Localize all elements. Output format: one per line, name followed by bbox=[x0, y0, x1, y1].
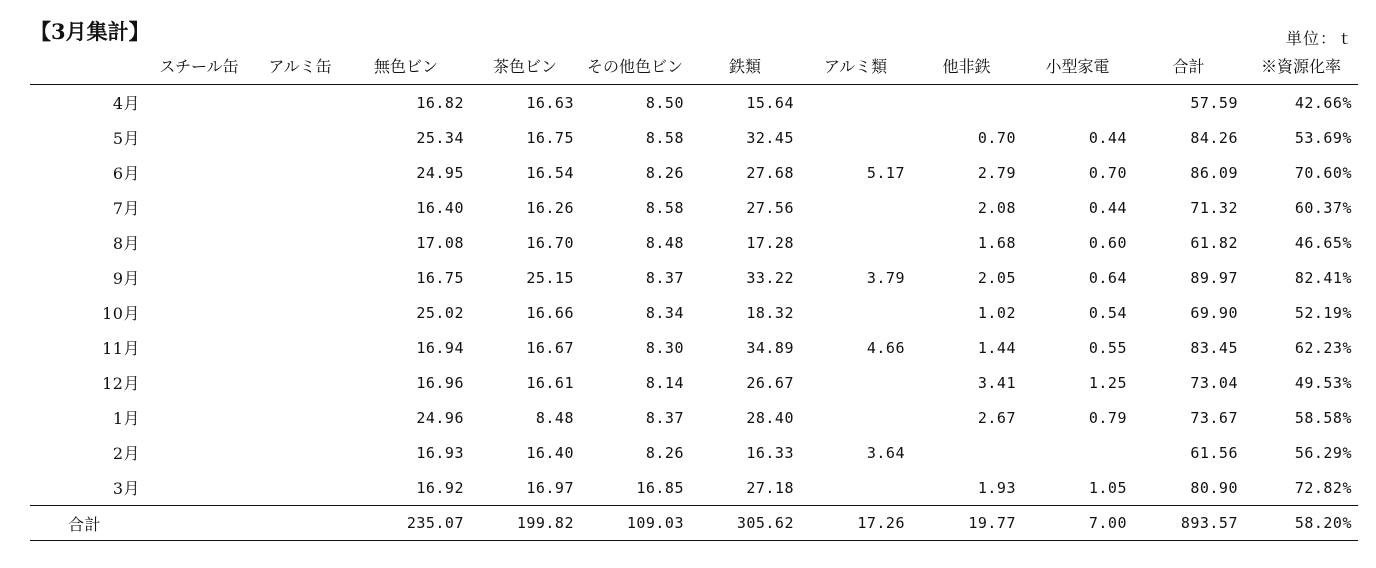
other-bottle-cell: 8.26 bbox=[645, 163, 684, 182]
nonferrous-cell: 1.93 bbox=[977, 478, 1016, 497]
summary-table bbox=[30, 47, 1358, 541]
month-cell: 1月 bbox=[112, 409, 140, 428]
total-cell: 893.57 bbox=[1133, 506, 1244, 541]
total-cell: 73.04 bbox=[1190, 373, 1238, 392]
aluminum-cell: 3.79 bbox=[866, 268, 905, 287]
aluminum-cell bbox=[800, 225, 911, 260]
nonferrous-cell: 2.79 bbox=[977, 163, 1016, 182]
clear-bottle-cell: 24.96 bbox=[416, 408, 464, 427]
nonferrous-cell: 19.77 bbox=[911, 506, 1022, 541]
steel-can-cell bbox=[140, 120, 258, 155]
month-cell: 11月 bbox=[102, 339, 140, 358]
aluminum-cell: 4.66 bbox=[866, 338, 905, 357]
header-other-bottle: その他色ビン bbox=[580, 47, 690, 85]
total-cell: 86.09 bbox=[1190, 163, 1238, 182]
recycling-rate-cell: 58.58% bbox=[1294, 408, 1352, 427]
recycling-rate-cell: 58.20% bbox=[1244, 506, 1358, 541]
month-cell: 10月 bbox=[102, 304, 140, 323]
clear-bottle-cell: 16.75 bbox=[416, 268, 464, 287]
aluminum-cell bbox=[800, 400, 911, 435]
table-row bbox=[30, 155, 1358, 190]
recycling-rate-cell: 42.66% bbox=[1294, 93, 1352, 112]
total-cell: 71.32 bbox=[1190, 198, 1238, 217]
nonferrous-cell: 2.08 bbox=[977, 198, 1016, 217]
aluminum-can-cell bbox=[258, 470, 342, 506]
recycling-rate-cell: 70.60% bbox=[1294, 163, 1352, 182]
total-cell: 61.82 bbox=[1190, 233, 1238, 252]
table-body bbox=[30, 85, 1358, 541]
header-brown-bottle: 茶色ビン bbox=[470, 47, 580, 85]
nonferrous-cell: 2.05 bbox=[977, 268, 1016, 287]
other-bottle-cell: 16.85 bbox=[636, 478, 684, 497]
other-bottle-cell: 8.58 bbox=[645, 128, 684, 147]
brown-bottle-cell: 16.75 bbox=[526, 128, 574, 147]
other-bottle-cell: 8.34 bbox=[645, 303, 684, 322]
recycling-rate-cell: 49.53% bbox=[1294, 373, 1352, 392]
aluminum-can-cell bbox=[258, 435, 342, 470]
steel-can-cell bbox=[140, 155, 258, 190]
brown-bottle-cell: 16.67 bbox=[526, 338, 574, 357]
aluminum-cell bbox=[800, 295, 911, 330]
recycling-rate-cell: 46.65% bbox=[1294, 233, 1352, 252]
other-bottle-cell: 8.37 bbox=[645, 408, 684, 427]
nonferrous-cell: 1.68 bbox=[977, 233, 1016, 252]
iron-cell: 33.22 bbox=[746, 268, 794, 287]
month-cell: 8月 bbox=[112, 234, 140, 253]
aluminum-cell bbox=[800, 365, 911, 400]
steel-can-cell bbox=[140, 435, 258, 470]
brown-bottle-cell: 16.70 bbox=[526, 233, 574, 252]
small-appliance-cell: 0.79 bbox=[1088, 408, 1127, 427]
other-bottle-cell: 8.26 bbox=[645, 443, 684, 462]
iron-cell: 15.64 bbox=[746, 93, 794, 112]
small-appliance-cell bbox=[1022, 85, 1133, 121]
brown-bottle-cell: 8.48 bbox=[535, 408, 574, 427]
small-appliance-cell: 0.60 bbox=[1088, 233, 1127, 252]
iron-cell: 27.18 bbox=[746, 478, 794, 497]
total-row bbox=[30, 506, 1358, 541]
total-cell: 83.45 bbox=[1190, 338, 1238, 357]
clear-bottle-cell: 25.02 bbox=[416, 303, 464, 322]
recycling-rate-cell: 60.37% bbox=[1294, 198, 1352, 217]
total-cell: 84.26 bbox=[1190, 128, 1238, 147]
iron-cell: 17.28 bbox=[746, 233, 794, 252]
iron-cell: 28.40 bbox=[746, 408, 794, 427]
aluminum-can-cell bbox=[258, 190, 342, 225]
small-appliance-cell: 0.55 bbox=[1088, 338, 1127, 357]
steel-can-cell bbox=[140, 506, 258, 541]
other-bottle-cell: 8.14 bbox=[645, 373, 684, 392]
recycling-rate-cell: 62.23% bbox=[1294, 338, 1352, 357]
small-appliance-cell: 0.70 bbox=[1088, 163, 1127, 182]
table-row bbox=[30, 190, 1358, 225]
nonferrous-cell bbox=[911, 435, 1022, 470]
brown-bottle-cell: 199.82 bbox=[470, 506, 580, 541]
aluminum-cell bbox=[800, 190, 911, 225]
nonferrous-cell: 1.44 bbox=[977, 338, 1016, 357]
aluminum-can-cell bbox=[258, 295, 342, 330]
header-total: 合計 bbox=[1133, 47, 1244, 85]
table-row bbox=[30, 470, 1358, 506]
header-row bbox=[30, 47, 1358, 85]
clear-bottle-cell: 235.07 bbox=[342, 506, 470, 541]
other-bottle-cell: 8.58 bbox=[645, 198, 684, 217]
aluminum-can-cell bbox=[258, 506, 342, 541]
header-nonferrous: 他非鉄 bbox=[911, 47, 1022, 85]
other-bottle-cell: 8.50 bbox=[645, 93, 684, 112]
header-aluminum: アルミ類 bbox=[800, 47, 911, 85]
steel-can-cell bbox=[140, 85, 258, 121]
month-cell: 9月 bbox=[112, 269, 140, 288]
nonferrous-cell: 1.02 bbox=[977, 303, 1016, 322]
other-bottle-cell: 109.03 bbox=[580, 506, 690, 541]
small-appliance-cell bbox=[1022, 435, 1133, 470]
steel-can-cell bbox=[140, 365, 258, 400]
header-iron: 鉄類 bbox=[690, 47, 800, 85]
aluminum-cell bbox=[800, 85, 911, 121]
total-cell: 73.67 bbox=[1190, 408, 1238, 427]
steel-can-cell bbox=[140, 470, 258, 506]
month-cell: 12月 bbox=[102, 374, 140, 393]
total-cell: 57.59 bbox=[1190, 93, 1238, 112]
iron-cell: 305.62 bbox=[690, 506, 800, 541]
small-appliance-cell: 1.05 bbox=[1088, 478, 1127, 497]
brown-bottle-cell: 16.54 bbox=[526, 163, 574, 182]
table-row bbox=[30, 85, 1358, 121]
clear-bottle-cell: 16.40 bbox=[416, 198, 464, 217]
aluminum-cell bbox=[800, 120, 911, 155]
brown-bottle-cell: 16.26 bbox=[526, 198, 574, 217]
clear-bottle-cell: 16.96 bbox=[416, 373, 464, 392]
table-row bbox=[30, 120, 1358, 155]
month-cell: 4月 bbox=[112, 94, 140, 113]
recycling-rate-cell: 82.41% bbox=[1294, 268, 1352, 287]
small-appliance-cell: 0.64 bbox=[1088, 268, 1127, 287]
small-appliance-cell: 1.25 bbox=[1088, 373, 1127, 392]
brown-bottle-cell: 25.15 bbox=[526, 268, 574, 287]
other-bottle-cell: 8.37 bbox=[645, 268, 684, 287]
aluminum-can-cell bbox=[258, 400, 342, 435]
header-aluminum-can: アルミ缶 bbox=[258, 47, 342, 85]
table-row bbox=[30, 330, 1358, 365]
table-row bbox=[30, 400, 1358, 435]
total-cell: 80.90 bbox=[1190, 478, 1238, 497]
iron-cell: 16.33 bbox=[746, 443, 794, 462]
month-cell: 3月 bbox=[112, 479, 140, 498]
steel-can-cell bbox=[140, 190, 258, 225]
iron-cell: 32.45 bbox=[746, 128, 794, 147]
small-appliance-cell: 0.44 bbox=[1088, 128, 1127, 147]
brown-bottle-cell: 16.97 bbox=[526, 478, 574, 497]
total-cell: 69.90 bbox=[1190, 303, 1238, 322]
header-month bbox=[30, 47, 140, 85]
clear-bottle-cell: 17.08 bbox=[416, 233, 464, 252]
steel-can-cell bbox=[140, 260, 258, 295]
clear-bottle-cell: 25.34 bbox=[416, 128, 464, 147]
month-cell: 7月 bbox=[112, 199, 140, 218]
aluminum-can-cell bbox=[258, 225, 342, 260]
header-steel-can: スチール缶 bbox=[140, 47, 258, 85]
small-appliance-cell: 0.54 bbox=[1088, 303, 1127, 322]
clear-bottle-cell: 16.92 bbox=[416, 478, 464, 497]
month-cell: 2月 bbox=[112, 444, 140, 463]
iron-cell: 27.56 bbox=[746, 198, 794, 217]
month-cell: 6月 bbox=[112, 164, 140, 183]
aluminum-can-cell bbox=[258, 365, 342, 400]
iron-cell: 27.68 bbox=[746, 163, 794, 182]
clear-bottle-cell: 16.82 bbox=[416, 93, 464, 112]
steel-can-cell bbox=[140, 225, 258, 260]
aluminum-can-cell bbox=[258, 330, 342, 365]
nonferrous-cell bbox=[911, 85, 1022, 121]
clear-bottle-cell: 24.95 bbox=[416, 163, 464, 182]
nonferrous-cell: 2.67 bbox=[977, 408, 1016, 427]
recycling-rate-cell: 56.29% bbox=[1294, 443, 1352, 462]
small-appliance-cell: 0.44 bbox=[1088, 198, 1127, 217]
total-cell: 89.97 bbox=[1190, 268, 1238, 287]
clear-bottle-cell: 16.93 bbox=[416, 443, 464, 462]
table-row bbox=[30, 365, 1358, 400]
aluminum-can-cell bbox=[258, 155, 342, 190]
aluminum-cell: 5.17 bbox=[866, 163, 905, 182]
nonferrous-cell: 3.41 bbox=[977, 373, 1016, 392]
iron-cell: 18.32 bbox=[746, 303, 794, 322]
total-cell: 61.56 bbox=[1190, 443, 1238, 462]
clear-bottle-cell: 16.94 bbox=[416, 338, 464, 357]
other-bottle-cell: 8.30 bbox=[645, 338, 684, 357]
header-recycling-rate: ※資源化率 bbox=[1244, 47, 1358, 85]
month-cell: 合計 bbox=[30, 506, 140, 541]
table-row bbox=[30, 295, 1358, 330]
recycling-rate-cell: 72.82% bbox=[1294, 478, 1352, 497]
brown-bottle-cell: 16.63 bbox=[526, 93, 574, 112]
aluminum-can-cell bbox=[258, 260, 342, 295]
brown-bottle-cell: 16.66 bbox=[526, 303, 574, 322]
recycling-rate-cell: 52.19% bbox=[1294, 303, 1352, 322]
unit-label: 単位：ｔ bbox=[1285, 29, 1354, 48]
month-cell: 5月 bbox=[112, 129, 140, 148]
table-row bbox=[30, 435, 1358, 470]
steel-can-cell bbox=[140, 400, 258, 435]
aluminum-cell: 3.64 bbox=[866, 443, 905, 462]
steel-can-cell bbox=[140, 330, 258, 365]
other-bottle-cell: 8.48 bbox=[645, 233, 684, 252]
recycling-rate-cell: 53.69% bbox=[1294, 128, 1352, 147]
aluminum-can-cell bbox=[258, 120, 342, 155]
table-row bbox=[30, 260, 1358, 295]
aluminum-cell: 17.26 bbox=[800, 506, 911, 541]
header-small-appliance: 小型家電 bbox=[1022, 47, 1133, 85]
header-clear-bottle: 無色ビン bbox=[342, 47, 470, 85]
steel-can-cell bbox=[140, 295, 258, 330]
small-appliance-cell: 7.00 bbox=[1022, 506, 1133, 541]
iron-cell: 34.89 bbox=[746, 338, 794, 357]
brown-bottle-cell: 16.61 bbox=[526, 373, 574, 392]
page-title: 【3月集計】 bbox=[30, 19, 150, 44]
table-row bbox=[30, 225, 1358, 260]
aluminum-cell bbox=[800, 470, 911, 506]
nonferrous-cell: 0.70 bbox=[977, 128, 1016, 147]
brown-bottle-cell: 16.40 bbox=[526, 443, 574, 462]
aluminum-can-cell bbox=[258, 85, 342, 121]
iron-cell: 26.67 bbox=[746, 373, 794, 392]
